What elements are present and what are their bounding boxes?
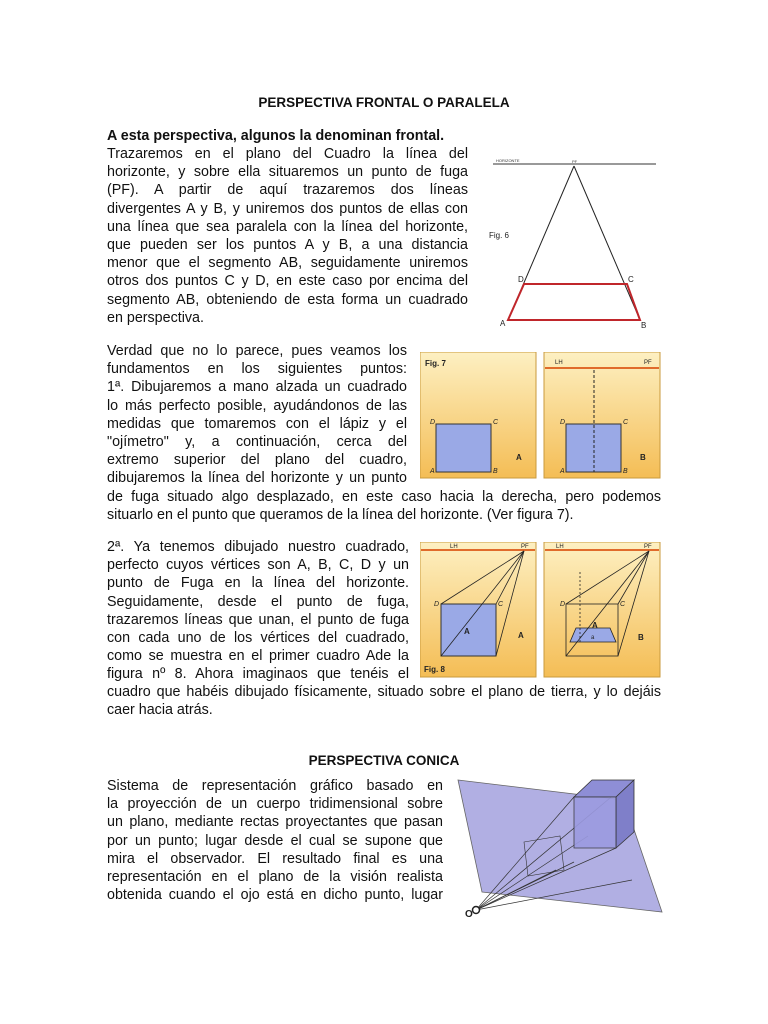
text-line: fundamentos en los siguientes puntos: <box>107 361 407 378</box>
horizon-label: HORIZONTE <box>496 158 520 163</box>
text-line: "ojímetro" y, a continuación, cerca del <box>107 434 407 451</box>
fig7a-c: C <box>493 419 499 426</box>
text-line: perfecto cuyos vértices son A, B, C, D y un <box>107 557 409 574</box>
text-line: trazaremos líneas que unan, el punto de fuga <box>107 611 409 628</box>
text-line: 2ª. Ya tenemos dibujado nuestro cuadrado, <box>107 539 409 555</box>
text-line: divergentes A y B, y uniremos dos puntos de ellas con <box>107 200 468 217</box>
figure-conica <box>456 770 668 920</box>
point-b: B <box>641 321 647 330</box>
fig8a-pf: PF <box>521 544 529 550</box>
text-line: situarlo en el punto que queramos de la línea del horizonte. (Ver figura 7). <box>107 507 574 524</box>
fig6-label: Fig. 6 <box>489 231 510 240</box>
section-title-conica: PERSPECTIVA CONICA <box>308 753 460 768</box>
text-line: la proyección de un cuerpo tridimensional sobre <box>107 796 443 813</box>
point-a: A <box>500 319 506 328</box>
fig7a-caption: A <box>516 453 522 462</box>
fig8-label: Fig. 8 <box>424 665 445 674</box>
section-title-frontal: PERSPECTIVA FRONTAL O PARALELA <box>258 95 510 110</box>
fig8b-pf: PF <box>644 544 652 550</box>
fig8b-c: C <box>620 601 626 608</box>
text-line: por un punto; lugar desde el cual se supone que <box>107 832 443 849</box>
observer-point <box>473 907 480 914</box>
text-line: menor que el segmento AB, seguidamente uniremos <box>107 255 468 272</box>
text-line: obtenida cuando el ojo está en dicho punto, lugar <box>107 887 443 904</box>
text-line: Verdad que no lo parece, pues veamos los <box>107 343 407 359</box>
figure-8 <box>420 542 661 678</box>
fig8a-c: C <box>498 601 504 608</box>
fig7-lh: LH <box>555 360 563 366</box>
observer-label: O <box>465 909 473 920</box>
text-line: lo más perfecto posible, ayudándonos de las <box>107 397 407 414</box>
paragraph-2-wide <box>107 488 661 524</box>
text-line: dibujaremos la línea del horizonte y un punto <box>107 470 407 487</box>
fig8a-d: D <box>434 601 440 608</box>
text-line: extremo superior del plano del cuadro, <box>107 452 407 469</box>
perspective-square <box>508 284 640 320</box>
paragraph-1 <box>107 145 468 327</box>
text-line: segmento AB, obteniendo de esta forma un cuadrado <box>107 291 468 308</box>
text-line: caer hacia atrás. <box>107 702 213 719</box>
point-c: C <box>628 275 634 284</box>
fig7b-a: A <box>560 468 565 475</box>
fig8b-lh: LH <box>556 544 564 550</box>
text-line: (PF). A partir de aquí trazaremos dos líneas <box>107 182 468 199</box>
fig7a-a: A <box>430 468 435 475</box>
fig7a-d: D <box>430 419 436 426</box>
fig8a-inner-a: A <box>464 627 470 636</box>
text-line: representación en el plano de la visión realista <box>107 869 443 886</box>
figure-7 <box>420 352 661 479</box>
paragraph-3-wide <box>107 683 661 719</box>
text-line: Seguidamente, desde el punto de fuga, <box>107 593 409 610</box>
figure-6 <box>488 158 660 334</box>
text-line: figura nº 8. Ahora imaginaos que tenéis el <box>107 666 409 683</box>
fig7-pf: PF <box>644 360 652 366</box>
text-line: horizonte, y sobre ella situaremos un punto de fuga <box>107 164 468 181</box>
fig8b-caption: B <box>638 633 644 642</box>
point-d: D <box>518 275 524 284</box>
paragraph-3-narrow <box>107 538 409 684</box>
fig7a-b: B <box>493 468 498 475</box>
text-line: de fuga situado algo desplazado, en este caso hacia la derecha, pero podemos <box>107 489 661 505</box>
paragraph-conica <box>107 777 443 904</box>
text-line: una línea que sea paralela con la línea del horizonte, <box>107 218 468 235</box>
fig8a-lh: LH <box>450 544 458 550</box>
text-line: con cada uno de los vértices del cuadrado, <box>107 630 409 647</box>
fig7b-d: D <box>560 419 566 426</box>
fig7b-b: B <box>623 468 628 475</box>
fig8b-d: D <box>560 601 566 608</box>
fig8b-inner-a: A <box>592 621 598 630</box>
text-line: 1ª. Dibujaremos a mano alzada un cuadrado <box>107 379 407 396</box>
intro-bold-text: A esta perspectiva, algunos la denominan frontal. <box>107 128 445 144</box>
text-line: Trazaremos en el plano del Cuadro la línea del <box>107 146 468 162</box>
text-line: un plano, mediante rectas proyectantes que pasan <box>107 814 443 831</box>
paragraph-2-narrow <box>107 342 407 488</box>
text-line: Sistema de representación gráfico basado en <box>107 778 443 794</box>
text-line: como se muestra en el primer cuadro Ade la <box>107 648 409 665</box>
text-line: medidas que tomaremos con el lápiz y el <box>107 415 407 432</box>
text-line: mira el observador. El resultado final es una <box>107 850 443 867</box>
pf-label: PF <box>572 159 578 164</box>
fig8b-small-a: a <box>591 635 595 641</box>
text-line: cuadro que habéis dibujado físicamente, situado sobre el plano de tierra, y lo dejáis <box>107 684 661 700</box>
text-line: que pueden ser los puntos A y B, a una distancia <box>107 237 468 254</box>
text-line: punto de Fuga en la línea del horizonte. <box>107 575 409 592</box>
divergent-line-b <box>574 166 640 320</box>
fig7b-c: C <box>623 419 629 426</box>
fig7b-caption: B <box>640 453 646 462</box>
cube <box>574 780 634 848</box>
text-line: otros dos puntos C y D, en este caso por encima del <box>107 273 468 290</box>
text-line: en perspectiva. <box>107 309 204 326</box>
fig8a-caption: A <box>518 631 524 640</box>
fig7-square-a <box>436 424 491 472</box>
fig7-label: Fig. 7 <box>425 359 446 368</box>
